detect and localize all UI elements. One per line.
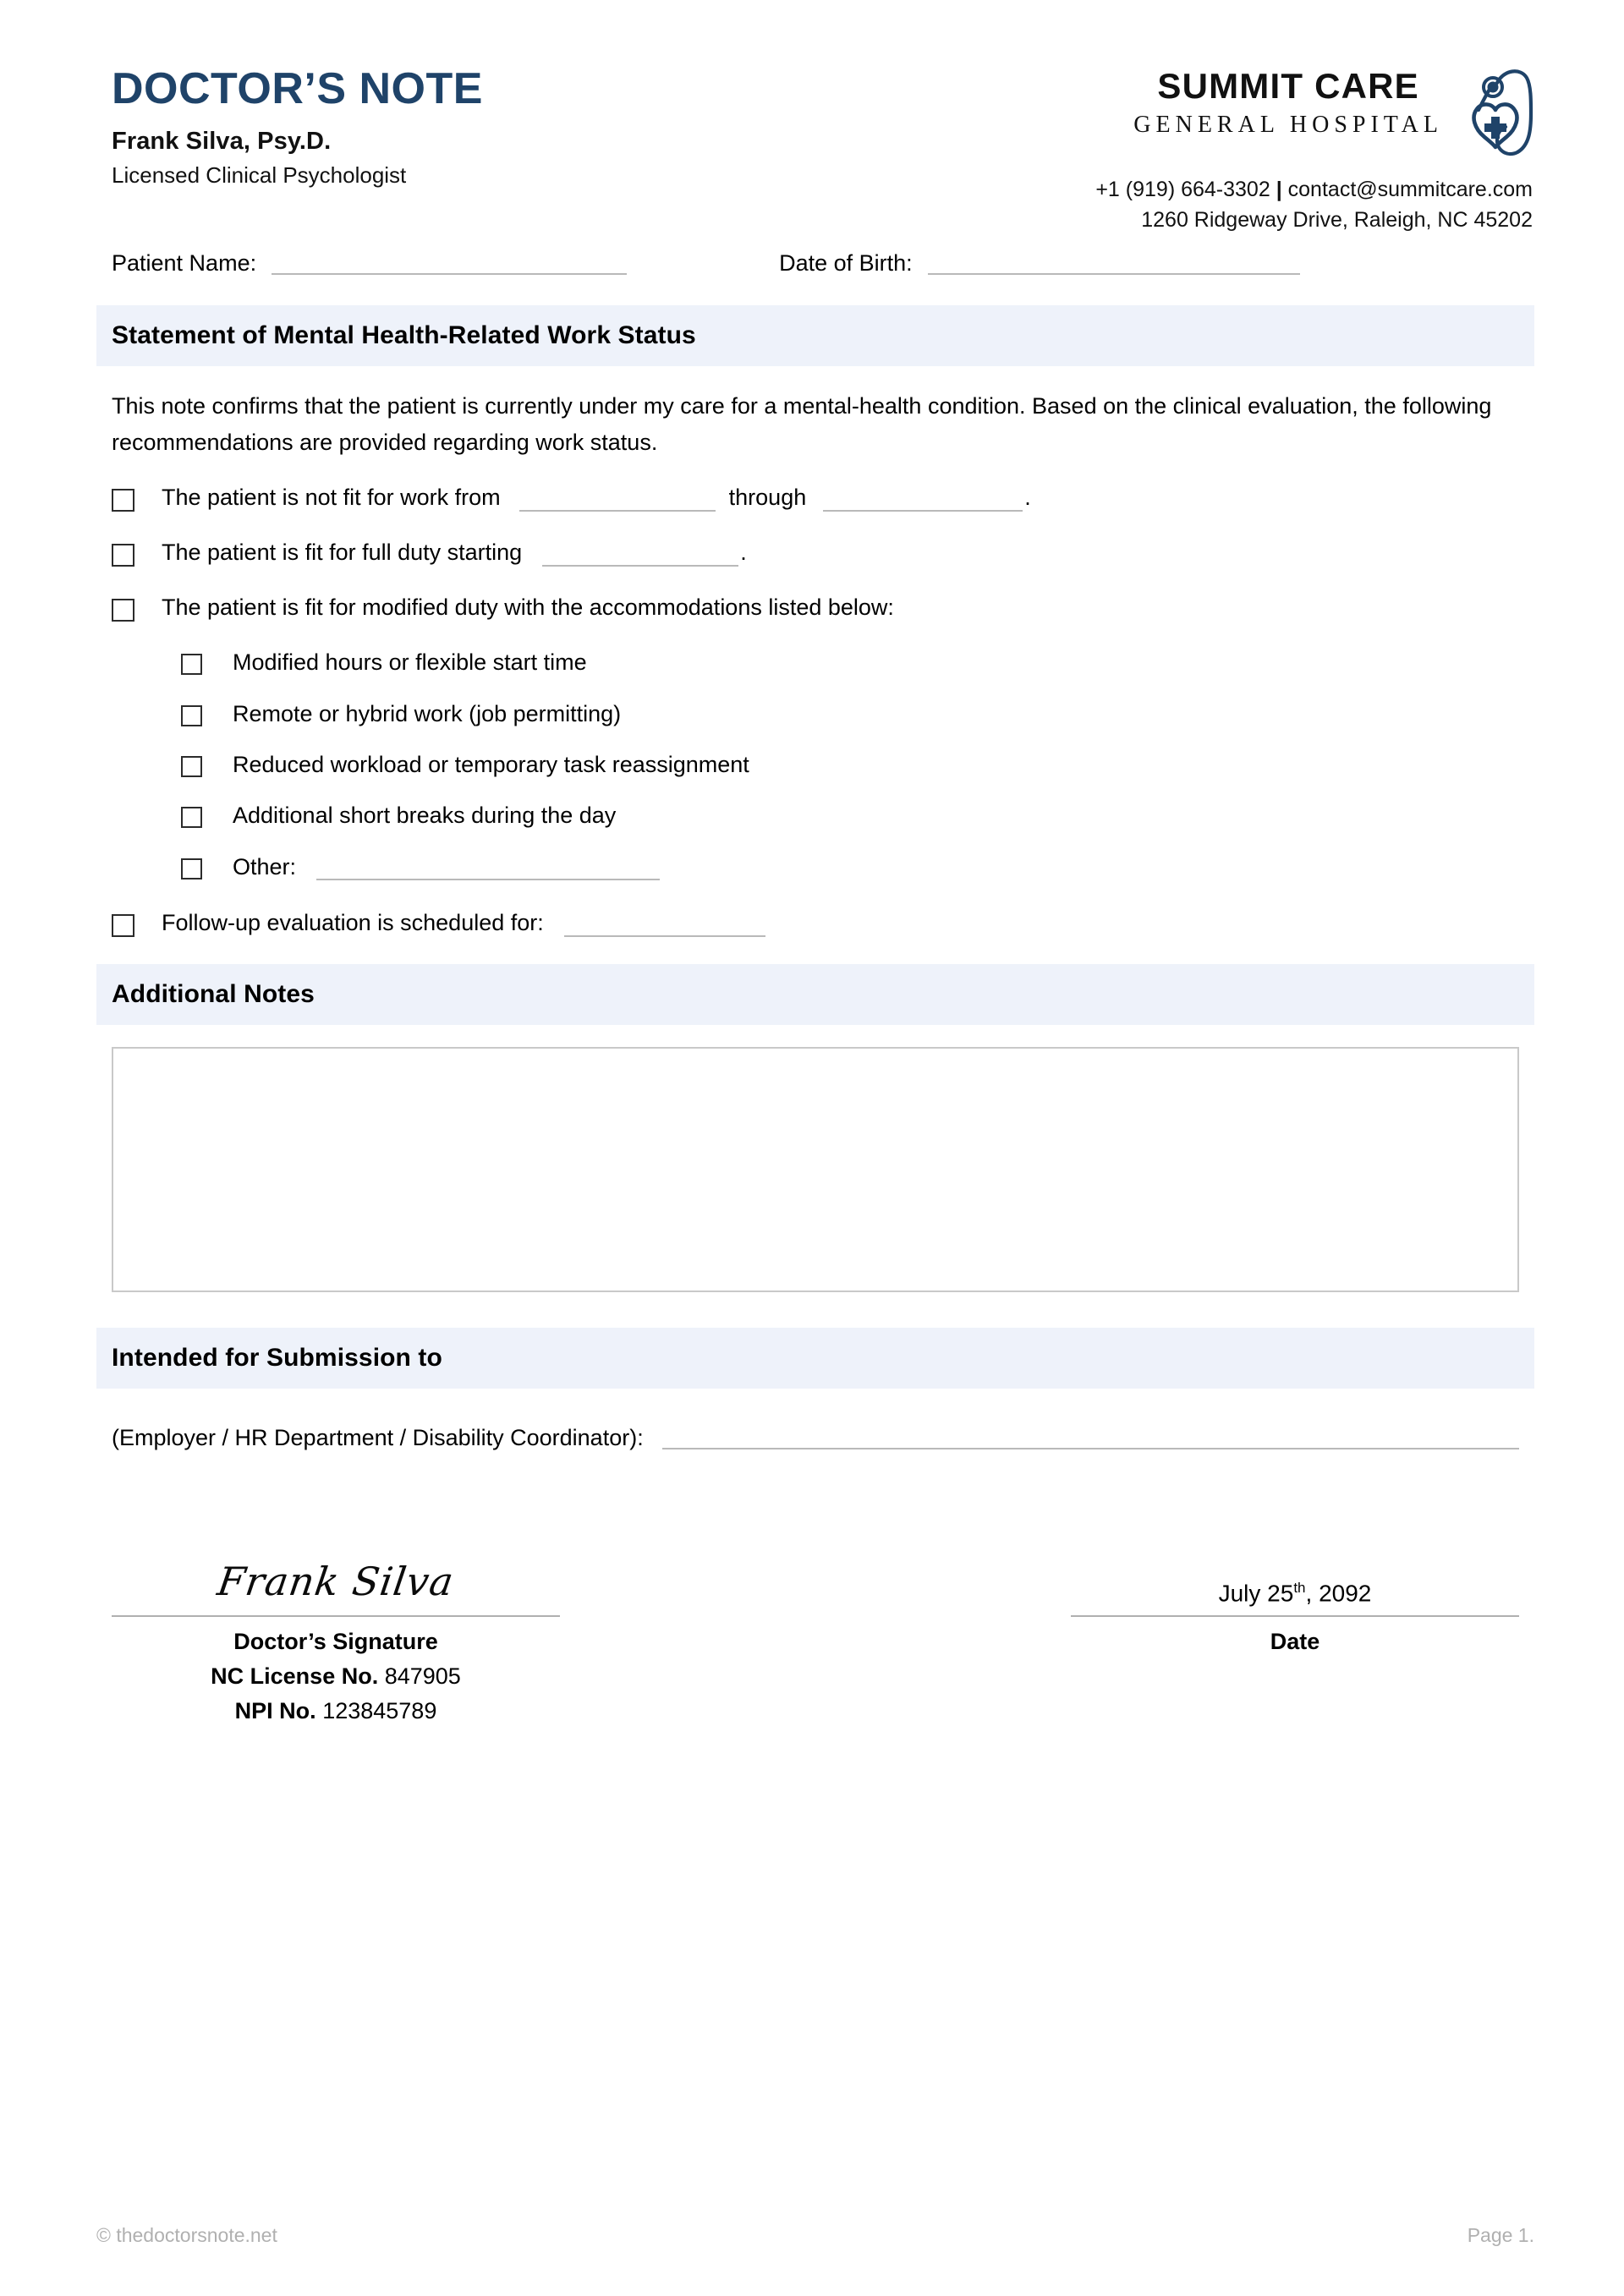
accommodation-label: Remote or hybrid work (job permitting): [233, 700, 622, 726]
doctor-signature-mark: Frank Silva: [214, 1559, 458, 1605]
document-header: [96, 0, 1534, 233]
section-header-additional-notes: [96, 964, 1534, 1025]
footer-page-number: Page 1.: [1467, 2224, 1534, 2246]
option-full-duty-period: .: [740, 540, 747, 566]
page-title: DOCTOR’S NOTE: [112, 64, 483, 113]
option-fit-modified-duty[interactable]: [96, 594, 1534, 622]
license-row: [112, 1663, 560, 1690]
additional-notes-textarea[interactable]: [112, 1047, 1519, 1292]
section-header-submission: [96, 1328, 1534, 1389]
section-header-work-status: [96, 305, 1534, 366]
accommodation-label: Additional short breaks during the day: [233, 803, 617, 829]
signature-rule: [112, 1615, 560, 1617]
checkbox-remote-hybrid[interactable]: [181, 705, 202, 726]
checkbox-follow-up[interactable]: [112, 914, 134, 937]
checkbox-fit-modified-duty[interactable]: [112, 599, 134, 622]
signature-date-value: [1071, 1549, 1519, 1614]
checkbox-other[interactable]: [181, 858, 202, 879]
checkbox-fit-full-duty[interactable]: [112, 544, 134, 567]
follow-up-label: Follow-up evaluation is scheduled for:: [162, 910, 544, 936]
hospital-brand: [1133, 61, 1443, 139]
signature-label: Doctor’s Signature: [233, 1629, 438, 1655]
follow-up-date-input[interactable]: [564, 915, 765, 937]
patient-name-label: Patient Name:: [112, 250, 257, 276]
option-fit-full-duty[interactable]: [96, 539, 1534, 567]
section-title-submission: Intended for Submission to: [112, 1344, 442, 1373]
license-label: NC License No.: [211, 1663, 379, 1690]
option-not-fit-label: The patient is not fit for work from: [162, 485, 501, 511]
date-month-day: July 25: [1218, 1580, 1294, 1607]
hospital-subtitle: GENERAL HOSPITAL: [1133, 112, 1443, 139]
section-title-additional-notes: Additional Notes: [112, 980, 315, 1009]
work-status-options: [96, 484, 1534, 937]
npi-number: 123845789: [322, 1698, 437, 1724]
accommodation-reduced-workload[interactable]: [96, 751, 1534, 778]
accommodation-label: Other:: [233, 853, 297, 879]
option-not-fit-middle-label: through: [728, 485, 807, 511]
npi-label: NPI No.: [234, 1698, 316, 1724]
signature-block: [112, 1549, 1519, 1724]
signature-column: [112, 1549, 560, 1724]
patient-info-row: [96, 251, 1534, 275]
date-of-birth-label: Date of Birth:: [779, 250, 913, 276]
checkbox-not-fit-for-work[interactable]: [112, 489, 134, 512]
accommodation-other-input[interactable]: [316, 858, 660, 880]
hospital-name: SUMMIT CARE: [1157, 66, 1419, 106]
stethoscope-heart-cross-logo: [1457, 63, 1534, 162]
street-address: 1260 Ridgeway Drive, Raleigh, NC 45202: [1141, 208, 1533, 233]
page-footer: [96, 2224, 1534, 2247]
checkbox-short-breaks[interactable]: [181, 807, 202, 828]
not-fit-from-date-input[interactable]: [519, 490, 716, 512]
section-title-work-status: Statement of Mental Health-Related Work Status: [112, 321, 696, 349]
contact-line: [773, 174, 1534, 205]
doctor-role: Licensed Clinical Psychologist: [112, 162, 407, 188]
doctor-name: Frank Silva, Psy.D.: [112, 127, 332, 155]
option-modified-duty-label: The patient is fit for modified duty with the accommodations listed below:: [162, 595, 894, 621]
not-fit-through-date-input[interactable]: [823, 490, 1023, 512]
submission-recipient-row: [112, 1426, 1519, 1449]
accommodation-label: Reduced workload or temporary task reassignment: [233, 752, 749, 778]
date-column: [1071, 1549, 1519, 1724]
contact-separator: |: [1276, 178, 1282, 201]
footer-copyright: © thedoctorsnote.net: [96, 2224, 277, 2246]
phone-number: +1 (919) 664-3302: [1095, 178, 1270, 201]
option-follow-up[interactable]: [96, 909, 1534, 937]
date-ordinal-suffix: th: [1293, 1580, 1306, 1597]
email-address: contact@summitcare.com: [1287, 178, 1533, 201]
submission-recipient-label: (Employer / HR Department / Disability Coordinator):: [112, 1425, 644, 1451]
date-year: , 2092: [1305, 1580, 1372, 1607]
option-not-fit-for-work[interactable]: [96, 484, 1534, 512]
checkbox-reduced-workload[interactable]: [181, 756, 202, 777]
accommodation-remote-hybrid[interactable]: [96, 700, 1534, 727]
accommodation-modified-hours[interactable]: [96, 649, 1534, 676]
accommodation-short-breaks[interactable]: [96, 802, 1534, 829]
option-not-fit-period: .: [1024, 485, 1031, 511]
date-label: Date: [1270, 1629, 1320, 1655]
accommodation-label: Modified hours or flexible start time: [233, 649, 587, 676]
checkbox-modified-hours[interactable]: [181, 654, 202, 675]
patient-name-input[interactable]: [272, 251, 627, 275]
npi-row: [112, 1698, 560, 1724]
license-number: 847905: [384, 1663, 461, 1690]
option-full-duty-label: The patient is fit for full duty starting: [162, 540, 523, 566]
submission-recipient-input[interactable]: [662, 1426, 1519, 1449]
date-rule: [1071, 1615, 1519, 1617]
full-duty-start-date-input[interactable]: [542, 545, 738, 567]
header-left-block: [112, 66, 704, 189]
accommodation-other[interactable]: [96, 853, 1534, 880]
header-right-block: [773, 61, 1534, 236]
work-status-paragraph: This note confirms that the patient is currently under my care for a mental-health condition. Based on the clinical evaluation, the following recommendations are provided regarding work status.: [112, 393, 1492, 455]
date-of-birth-input[interactable]: [928, 251, 1300, 275]
